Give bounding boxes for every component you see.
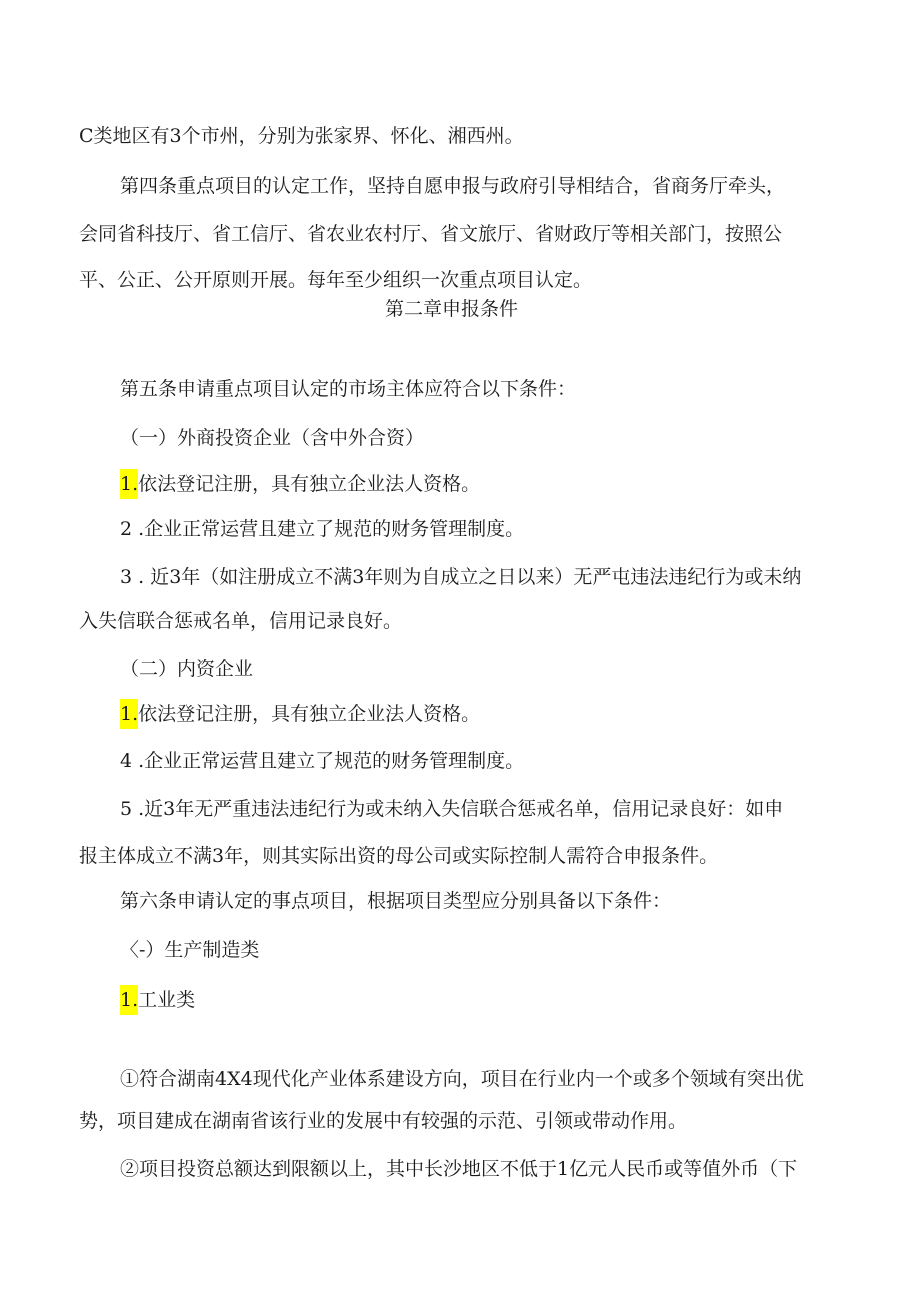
- paragraph-line: 入失信联合惩戒名单，信用记录良好。: [79, 610, 403, 632]
- list-item: [120, 986, 195, 1014]
- paragraph-line: 势，项目建成在湖南省该行业的发展中有较强的示范、引领或带动作用。: [79, 1110, 688, 1132]
- article-four-line: 第四条重点项目的认定工作，坚持自愿申报与政府引导相结合，省商务厅牵头，: [120, 175, 786, 197]
- article-six-line: 第六条申请认定的事点项目，根据项目类型应分别具备以下条件：: [120, 890, 672, 912]
- highlighted-number: 1.: [120, 985, 138, 1015]
- article-five-line: 第五条申请重点项目认定的市场主体应符合以下条件：: [120, 378, 577, 400]
- list-item: 2 .企业正常运营且建立了规范的财务管理制度。: [120, 518, 525, 540]
- paragraph-line: 平、公正、公开原则开展。每年至少组织一次重点项目认定。: [79, 269, 593, 291]
- list-item: [120, 700, 480, 728]
- chapter-title: 第二章申报条件: [385, 298, 519, 320]
- paragraph-line: C类地区有3个市州，分别为张家界、怀化、湘西州。: [79, 125, 524, 147]
- list-item-text: 依法登记注册，具有独立企业法人资格。: [138, 473, 481, 495]
- highlighted-number: 1.: [120, 469, 138, 499]
- paragraph-line: 报主体成立不满3年，则其实际出资的母公司或实际控制人需符合申报条件。: [79, 845, 719, 867]
- list-item: [120, 470, 480, 498]
- list-item: 5 .近3年无严重违法违纪行为或未纳入失信联合惩戒名单，信用记录良好：如申: [120, 798, 784, 820]
- paragraph-line: ①符合湖南4X4现代化产业体系建设方向，项目在行业内一个或多个领域有突出优: [120, 1068, 804, 1090]
- highlighted-number: 1.: [120, 699, 138, 729]
- list-item-text: 依法登记注册，具有独立企业法人资格。: [138, 703, 481, 725]
- list-item: 3 . 近3年（如注册成立不满3年则为自成立之日以来）无严屯违法违纪行为或未纳: [120, 566, 802, 588]
- list-item-text: 工业类: [138, 989, 196, 1011]
- paragraph-line: 会同省科技厅、省工信厅、省农业农村厅、省文旅厅、省财政厅等相关部门，按照公: [79, 223, 783, 245]
- subsection-heading: 〈-）生产制造类: [120, 939, 260, 961]
- subsection-heading: （二）内资企业: [120, 658, 254, 680]
- paragraph-line: ②项目投资总额达到限额以上，其中长沙地区不低于1亿元人民币或等值外币（下: [120, 1158, 798, 1180]
- list-item: 4 .企业正常运营且建立了规范的财务管理制度。: [120, 750, 525, 772]
- subsection-heading: （一）外商投资企业（含中外合资）: [120, 427, 425, 449]
